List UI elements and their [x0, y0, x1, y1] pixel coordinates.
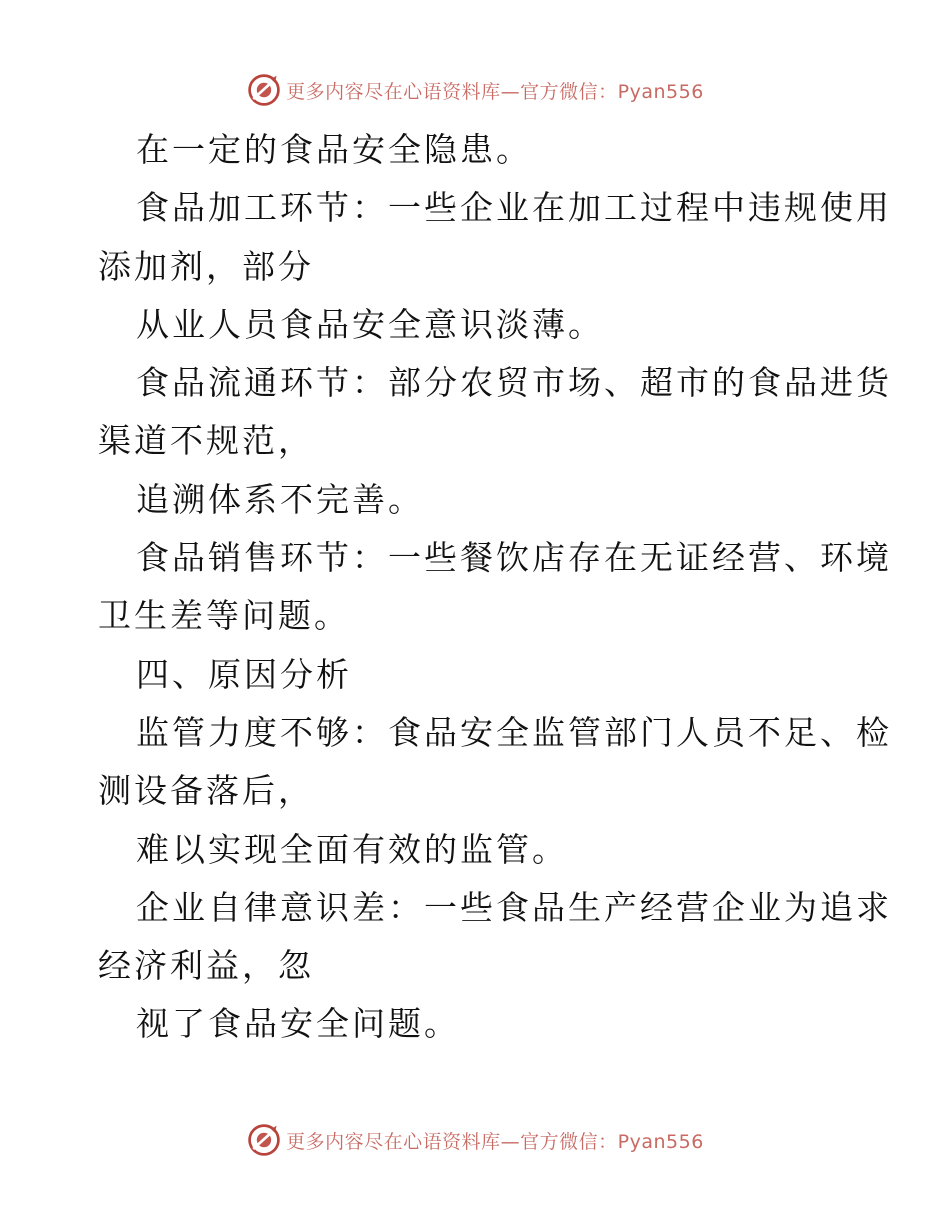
watermark-text: 更多内容尽在心语资料库—官方微信：Pyan556: [286, 80, 704, 103]
watermark-text: 更多内容尽在心语资料库—官方微信：Pyan556: [286, 1130, 704, 1153]
text-line: 视了食品安全问题。: [136, 1004, 460, 1044]
text-line: 食品加工环节：一些企业在加工过程中违规使用: [136, 188, 892, 228]
text-line: 难以实现全面有效的监管。: [136, 829, 568, 869]
text-line: 从业人员食品安全意识淡薄。: [136, 304, 604, 344]
text-line: 监管力度不够：食品安全监管部门人员不足、检: [136, 712, 892, 752]
text-line: 追溯体系不完善。: [136, 479, 424, 519]
text-line: 经济利益，忽: [98, 946, 314, 986]
document-body: [98, 121, 892, 1054]
footer-watermark: [0, 1120, 950, 1160]
text-line: 食品销售环节：一些餐饮店存在无证经营、环境: [136, 538, 892, 578]
header-watermark: [0, 70, 950, 110]
text-line: 测设备落后，: [98, 771, 314, 811]
text-line: 企业自律意识差：一些食品生产经营企业为追求: [136, 887, 892, 927]
text-line: 四、原因分析: [136, 654, 352, 694]
text-line: 食品流通环节：部分农贸市场、超市的食品进货: [136, 363, 892, 403]
seal-logo-icon: [246, 1122, 282, 1158]
seal-logo-icon: [246, 72, 282, 108]
text-line: 卫生差等问题。: [98, 596, 350, 636]
text-line: 添加剂，部分: [98, 246, 314, 286]
text-line: 渠道不规范，: [98, 421, 314, 461]
text-line: 在一定的食品安全隐患。: [136, 130, 532, 169]
